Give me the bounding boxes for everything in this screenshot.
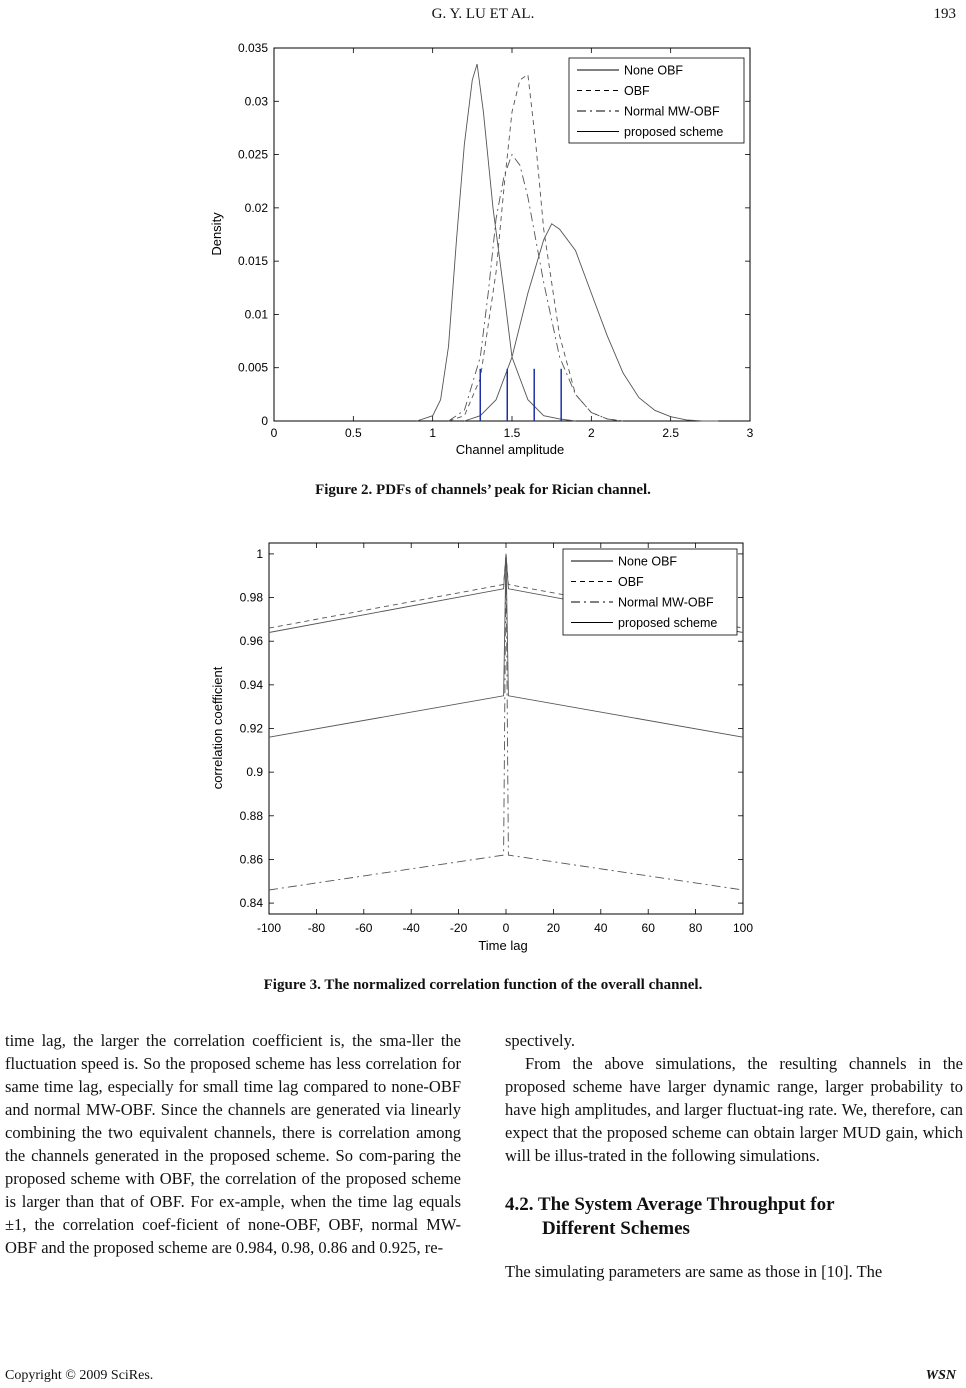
section-heading-line-1: 4.2. The System Average Throughput for [505,1194,835,1215]
figure-3-caption: Figure 3. The normalized correlation function of the overall channel. [263,977,703,993]
f2-x-tick-label: 1 [429,426,437,440]
f2-x-tick-label: 3 [746,426,754,440]
left-column [5,1029,461,1259]
right-paragraph-continuation: spectively. [505,1031,575,1050]
f2-y-tick-label: 0.035 [237,41,268,55]
f2-x-tick-label: 0.5 [344,426,362,440]
f3-x-tick-label: 0 [502,921,510,935]
f2-series-normal-mw-obf [449,155,624,421]
f3-x-tick-label: -100 [256,921,282,935]
f3-y-tick-label: 0.88 [239,808,263,823]
f3-legend-label: Normal MW-OBF [618,595,714,610]
f3-x-tick-label: -20 [449,921,468,935]
f2-y-tick-label: 0.03 [244,94,268,109]
f2-y-tick-label: 0.025 [237,147,268,162]
figure-2-chart [200,40,766,465]
f2-y-tick-label: 0.005 [237,360,268,375]
f2-y-tick-label: 0.015 [237,254,268,269]
f3-y-tick-label: 0.84 [239,896,263,911]
fig2-legend [569,58,744,143]
page-number: 193 [933,6,956,22]
left-paragraph: time lag, the larger the correlation coefficient is, the sma-ller the fluctuation speed is. So the proposed scheme has less correlation for same time lag, especially for small time lag compared to none-OBF and normal MW-OBF. Since the channels are generated via linearly combining the two equivalent channels, there is correlation among the channels generated in the proposed scheme. So com-paring the proposed scheme with OBF, the correlation of the proposed scheme is larger than that of OBF. For ex-ample, when the time lag equals ±1, the correlation coef-ficient of none-OBF, OBF, normal MW-OBF and the proposed scheme are 0.984, 0.98, 0.86 and 0.925, re- [5,1031,461,1257]
f3-x-tick-label: 60 [641,921,655,935]
fig3-x-axis-label: Time lag [478,938,528,953]
f2-y-tick-label: 0.01 [244,307,268,322]
f3-x-tick-label: 80 [688,921,703,935]
f2-series-proposed-scheme [464,224,718,421]
figure-3-chart [200,538,766,958]
copyright: Copyright © 2009 SciRes. [5,1368,154,1383]
section-heading-line-2: Different Schemes [542,1218,690,1239]
f3-x-tick-label: -80 [307,921,326,935]
right-column [505,1029,963,1283]
running-head: G. Y. LU ET AL. [431,6,535,22]
f2-x-tick-label: 2.5 [662,426,680,440]
f2-legend-label: Normal MW-OBF [624,104,720,119]
f2-series-none-obf [417,64,576,421]
f2-x-tick-label: 0 [270,426,278,440]
fig2-y-axis-label: Density [209,212,224,256]
f3-x-tick-label: -40 [402,921,420,935]
section-heading [505,1193,963,1241]
f3-y-tick-label: 0.98 [239,590,263,605]
f3-legend-label: OBF [618,575,644,589]
right-paragraph-main: From the above simulations, the resulting channels in the proposed scheme have larger dynamic range, larger probability to have high amplitudes, and larger fluctuat-ing rate. We, therefore, can expect that the proposed scheme can obtain larger MUD gain, which will be illus-trated in the following simulations. [505,1054,963,1165]
f3-y-tick-label: 0.94 [239,677,263,692]
f2-legend-label: OBF [624,84,650,98]
f2-legend-label: None OBF [624,63,684,78]
f3-x-tick-label: 40 [594,921,608,935]
f2-x-tick-label: 1.5 [503,426,521,440]
f2-legend-label: proposed scheme [624,125,724,139]
figure-2-caption: Figure 2. PDFs of channels’ peak for Rician channel. [315,482,651,498]
f2-y-tick-label: 0.02 [244,200,268,215]
f3-y-tick-label: 1 [256,546,263,561]
f3-legend-label: None OBF [618,554,678,569]
fig3-y-axis-label: correlation coefficient [210,666,225,790]
fig2-x-axis-label: Channel amplitude [455,442,565,457]
f3-x-tick-label: -60 [355,921,373,935]
f2-y-tick-label: 0 [261,414,268,428]
f3-legend-label: proposed scheme [618,616,718,630]
f2-x-tick-label: 2 [587,426,595,440]
f3-x-tick-label: 20 [546,921,561,935]
right-paragraph-params: The simulating parameters are same as those in [10]. The [505,1262,883,1281]
f3-y-tick-label: 0.96 [239,634,263,649]
fig3-legend [563,549,737,635]
journal-name: WSN [925,1368,956,1383]
f3-y-tick-label: 0.92 [239,721,263,736]
f3-y-tick-label: 0.9 [246,765,263,780]
f3-y-tick-label: 0.86 [239,852,263,867]
f3-x-tick-label: 100 [732,921,754,935]
